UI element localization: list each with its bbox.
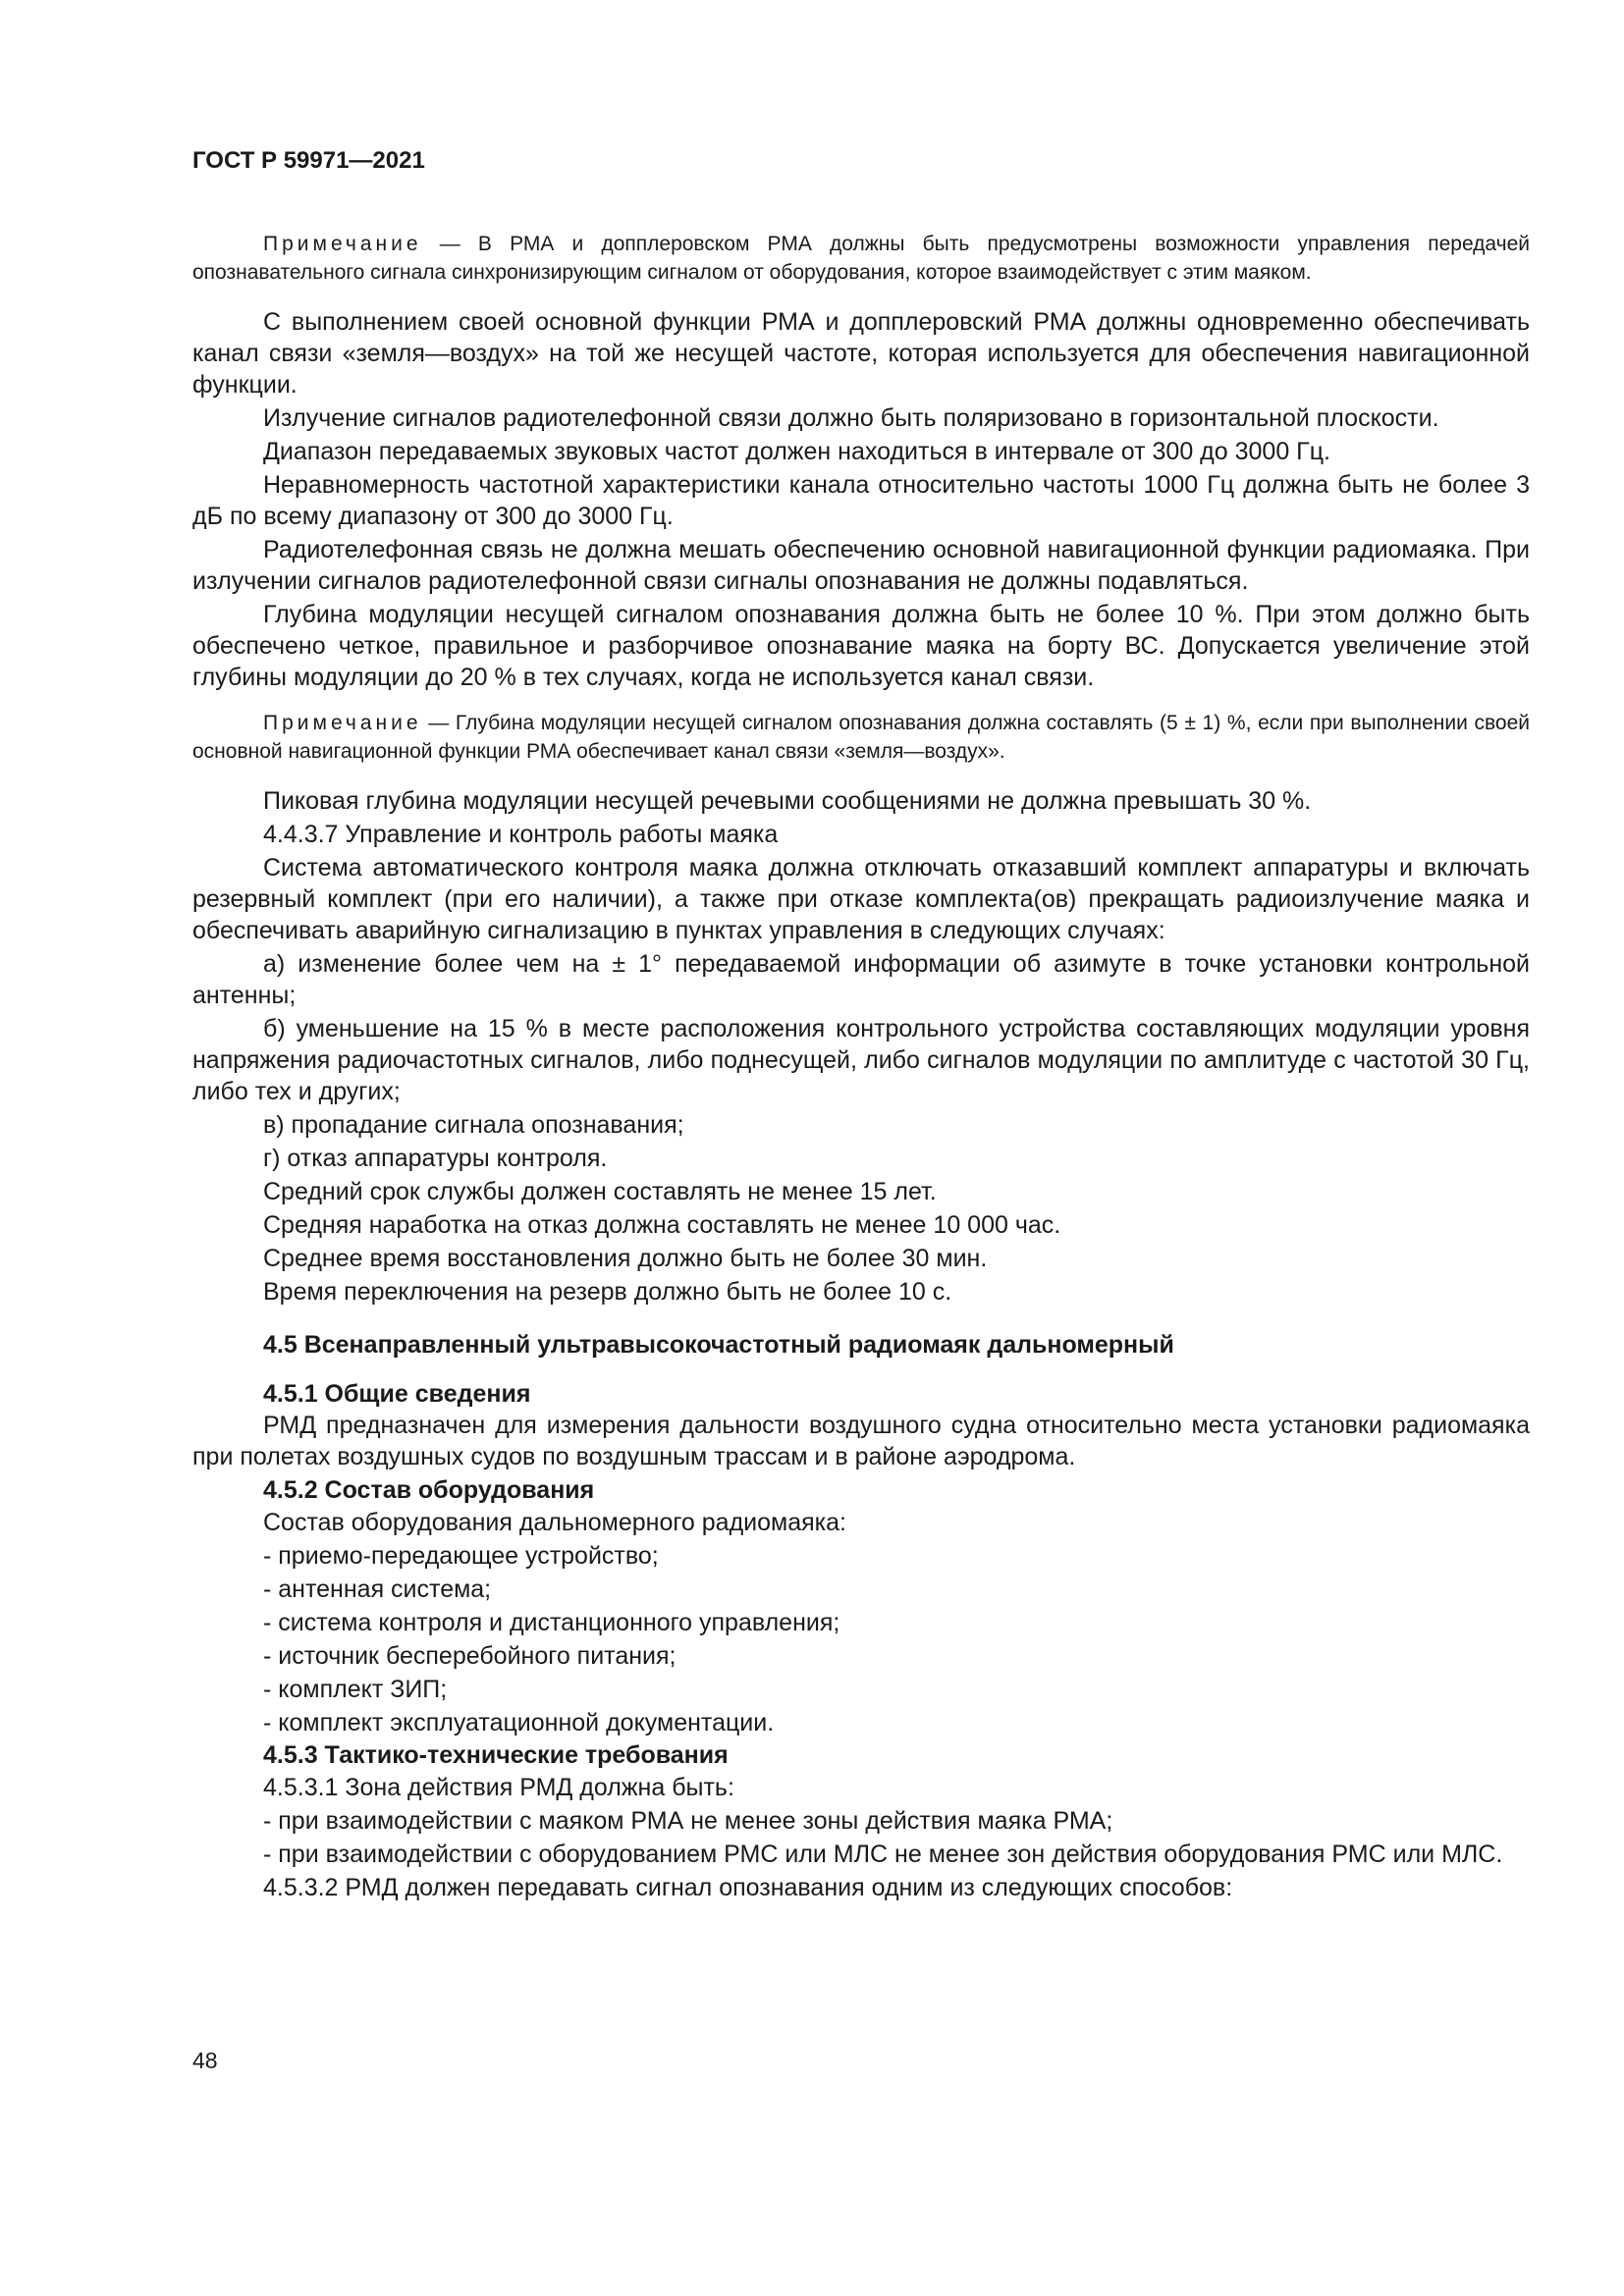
paragraph: Излучение сигналов радиотелефонной связи должно быть поляризовано в горизонтальной плоскости. [263,404,1439,432]
list-item: 4.5.3.1 Зона действия РМД должна быть: [263,1774,734,1801]
document-page [192,147,1530,1904]
note-2 [192,709,1530,766]
paragraph: Неравномерность частотной характеристики канала относительно частоты 1000 Гц должна быть не более 3 дБ по всему диапазону от 300 до 3000 Гц. [192,471,1530,530]
list-item: - антенная система; [263,1575,492,1603]
paragraph: РМД предназначен для измерения дальности воздушного судна относительно места установки радиомаяка при полетах воздушных судов по воздушным трассам и в районе аэродрома. [192,1412,1530,1470]
paragraph: Средний срок службы должен составлять не менее 15 лет. [263,1178,937,1205]
note-1 [192,230,1530,287]
page-number: 48 [192,2048,218,2073]
list-item: - комплект эксплуатационной документации. [263,1709,775,1736]
list-item: г) отказ аппаратуры контроля. [263,1145,608,1172]
paragraph: Время переключения на резерв должно быть не более 10 с. [263,1278,952,1306]
paragraph: Средняя наработка на отказ должна составлять не менее 10 000 час. [263,1211,1061,1239]
note-text: — В РМА и допплеровском РМА должны быть предусмотрены возможности управления передачей опознавательного сигнала синхронизирующим сигналом от оборудования, которое взаимодействует с этим маяком. [192,233,1530,284]
document-header: ГОСТ Р 59971—2021 [192,147,425,174]
clause-heading: 4.4.3.7 Управление и контроль работы маяка [263,821,779,848]
paragraph: Среднее время восстановления должно быть не более 30 мин. [263,1245,988,1272]
list-item: - комплект ЗИП; [263,1676,448,1703]
list-item: в) пропадание сигнала опознавания; [263,1111,684,1139]
list-item: - при взаимодействии с оборудованием РМС или МЛС не менее зон действия оборудования РМС или МЛС. [263,1841,1503,1868]
paragraph: Система автоматического контроля маяка должна отключать отказавший комплект аппаратуры и включать резервный комплект (при его наличии), а также при отказе комплекта(ов) прекращать радиоизлучение маяка и обеспечивать аварийную сигнализацию в пунктах управления в следующих случаях: [192,854,1530,944]
note-text: — Глубина модуляции несущей сигналом опознавания должна составлять (5 ± 1) %, если при выполнении своей основной навигационной функции РМА обеспечивает канал связи «земля—воздух». [192,712,1530,763]
paragraph: Состав оборудования дальномерного радиомаяка: [263,1509,846,1536]
subsection-title: 4.5.3 Тактико-технические требования [263,1741,729,1769]
list-item: - источник бесперебойного питания; [263,1642,677,1670]
list-item: 4.5.3.2 РМД должен передавать сигнал опознавания одним из следующих способов: [263,1874,1233,1901]
paragraph: Диапазон передаваемых звуковых частот должен находиться в интервале от 300 до 3000 Гц. [263,438,1330,465]
section-title: 4.5 Всенаправленный ультравысокочастотный радиомаяк дальномерный [263,1331,1174,1359]
paragraph: С выполнением своей основной функции РМА и допплеровский РМА должны одновременно обеспечивать канал связи «земля—воздух» на той же несущей частоте, которая используется для обеспечения навигационной функции. [192,308,1530,399]
list-item: б) уменьшение на 15 % в месте расположения контрольного устройства составляющих модуляции уровня напряжения радиочастотных сигналов, либо поднесущей, либо сигналов модуляции по амплитуде с частотой 30 Гц, либо тех и других; [192,1015,1530,1105]
paragraph: Глубина модуляции несущей сигналом опознавания должна быть не более 10 %. При этом должно быть обеспечено четкое, правильное и разборчивое опознавание маяка на борту ВС. Допускается увеличение этой глубины модуляции до 20 % в тех случаях, когда не используется канал связи. [192,601,1530,691]
note-label: Примечание [263,233,422,255]
list-item: - приемо-передающее устройство; [263,1542,659,1570]
list-item: - система контроля и дистанционного управления; [263,1609,840,1636]
note-label: Примечание [263,712,422,734]
subsection-title: 4.5.1 Общие сведения [263,1380,531,1408]
paragraph: Пиковая глубина модуляции несущей речевыми сообщениями не должна превышать 30 %. [263,787,1312,815]
list-item: а) изменение более чем на ± 1° передаваемой информации об азимуте в точке установки контрольной антенны; [192,950,1530,1009]
list-item: - при взаимодействии с маяком РМА не менее зоны действия маяка РМА; [263,1807,1113,1835]
subsection-title: 4.5.2 Состав оборудования [263,1476,595,1504]
paragraph: Радиотелефонная связь не должна мешать обеспечению основной навигационной функции радиомаяка. При излучении сигналов радиотелефонной связи сигналы опознавания не должны подавляться. [192,536,1530,595]
